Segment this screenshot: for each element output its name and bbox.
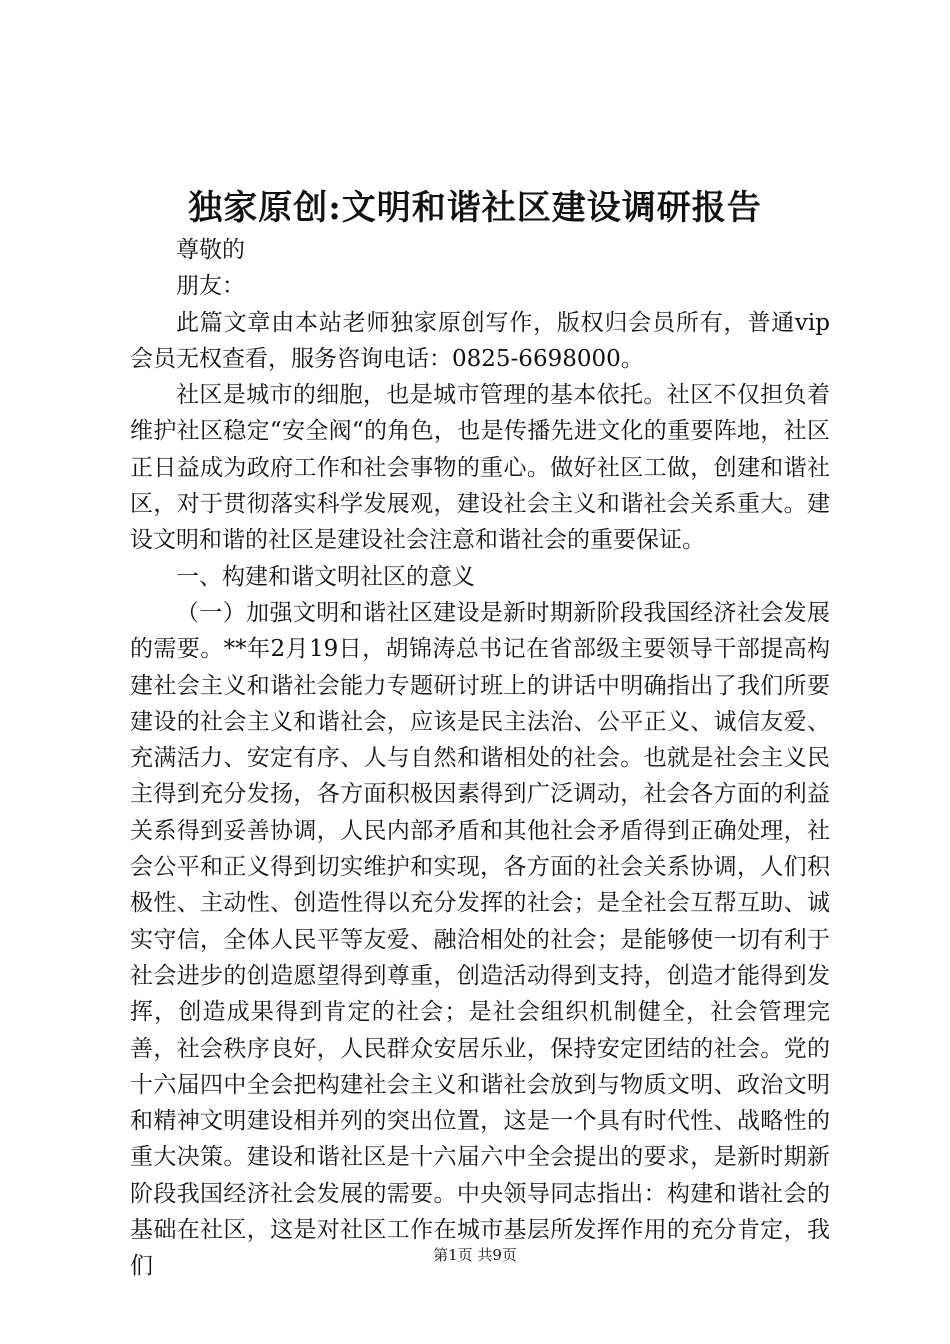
section-1-paragraph: （一）加强文明和谐社区建设是新时期新阶段我国经济社会发展的需要。**年2月19日，胡锦涛总书记在省部级主要领导干部提高构建社会主义和谐社会能力专题研讨班上的讲话中明确指出了我们所要建设的社会主义和谐社会，应该是民主法治、公平正义、诚信友爱、充满活力、安定有序、人与自然和谐相处的社会。也就是社会主义民主得到充分发扬，各方面积极因素得到广泛调动，社会各方面的利益关系得到妥善协调，人民内部矛盾和其他社会矛盾得到正确处理，社会公平和正义得到切实维护和实现，各方面的社会关系协调，人们积极性、主动性、创造性得以充分发挥的社会；是全社会互帮互助、诚实守信，全体人民平等友爱、融洽相处的社会；是能够使一切有利于社会进步的创造愿望得到尊重，创造活动得到支持，创造才能得到发挥，创造成果得到肯定的社会；是社会组织机制健全，社会管理完善，社会秩序良好，人民群众安居乐业，保持安定团结的社会。党的十六届四中全会把构建社会主义和谐社会放到与物质文明、政治文明和精神文明建设相并列的突出位置，这是一个具有时代性、战略性的重大决策。建设和谐社区是十六届六中全会提出的要求，是新时期新阶段我国经济社会发展的需要。中央领导同志指出：构建和谐社会的基础在社区，这是对社区工作在城市基层所发挥作用的充分肯定，我们 — [130, 599, 830, 1280]
page-number-footer: 第1页 共9页 — [433, 1246, 517, 1264]
salutation-line-1: 尊敬的 — [176, 237, 245, 263]
salutation-line-2: 朋友： — [176, 273, 245, 300]
copyright-notice-paragraph: 此篇文章由本站老师独家原创写作，版权归会员所有，普通vip会员无权查看，服务咨询电话：0825-6698000。 — [130, 309, 830, 372]
document-title: 独家原创:文明和谐社区建设调研报告 — [188, 188, 762, 228]
intro-paragraph: 社区是城市的细胞，也是城市管理的基本依托。社区不仅担负着维护社区稳定“安全阀“的角色，也是传播先进文化的重要阵地，社区正日益成为政府工作和社会事物的重心。做好社区工做，创建和谐社区，对于贯彻落实科学发展观，建设社会主义和谐社会关系重大。建设文明和谐的社区是建设社会注意和谐社会的重要保证。 — [130, 382, 830, 554]
section-heading: 一、构建和谐文明社区的意义 — [176, 563, 475, 590]
document-body — [130, 232, 830, 1285]
